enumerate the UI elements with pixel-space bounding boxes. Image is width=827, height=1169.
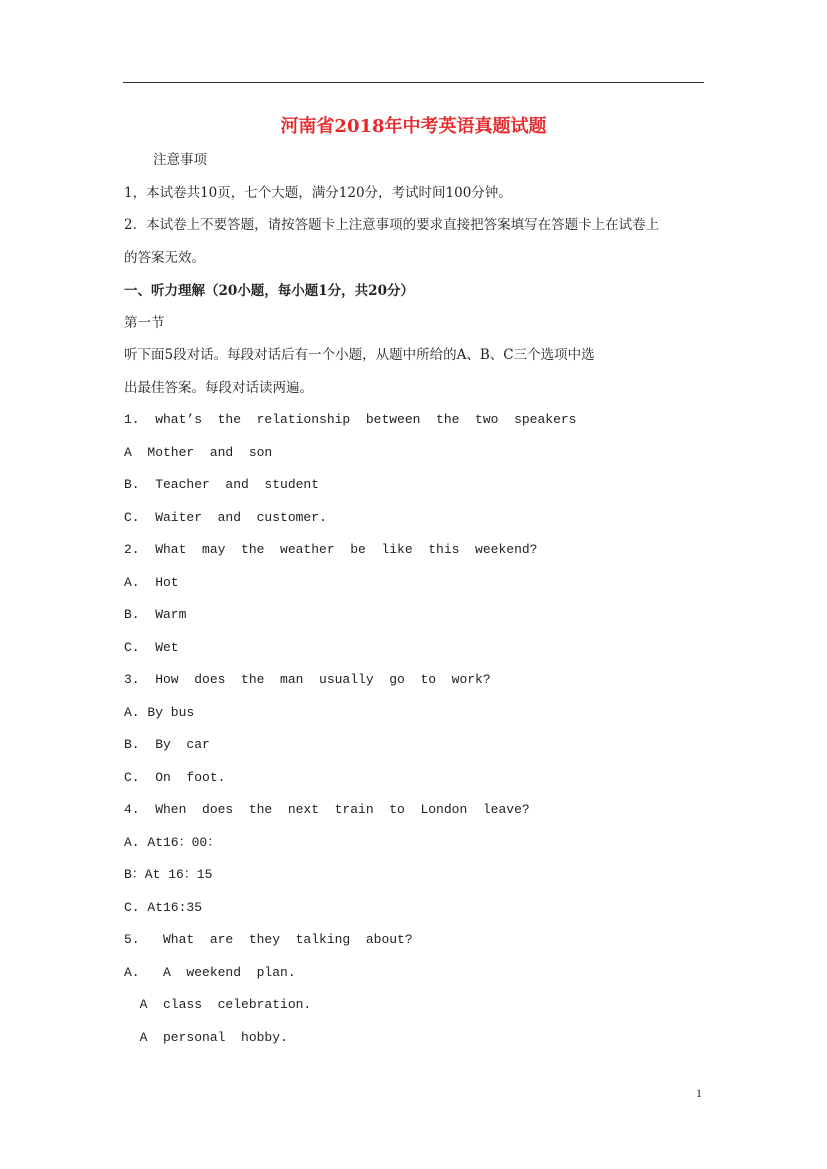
question-3-option-c: C. On foot. bbox=[124, 770, 226, 785]
question-4-option-a: A. At16：00： bbox=[124, 835, 221, 850]
question-2-option-c: C. Wet bbox=[124, 640, 179, 655]
question-5-option-b: A class celebration. bbox=[124, 997, 312, 1012]
question-5-option-c: A personal hobby. bbox=[124, 1030, 288, 1045]
notice-item-1: 1，本试卷共10页，七个大题，满分120分，考试时间100分钟。 bbox=[124, 185, 512, 201]
question-4-option-b: B：At 16：15 bbox=[124, 867, 213, 882]
question-3-option-a: A. By bus bbox=[124, 705, 195, 720]
question-2-option-a: A. Hot bbox=[124, 575, 179, 590]
section-heading-listening: 一、听力理解（20小题，每小题1分，共20分） bbox=[124, 283, 414, 299]
question-5-stem: 5. What are they talking about? bbox=[124, 932, 413, 947]
question-2-option-b: B. Warm bbox=[124, 607, 187, 622]
page-number: 1 bbox=[696, 1086, 702, 1100]
document-title: 河南省2018年中考英语真题试题 bbox=[280, 116, 547, 137]
question-1-option-c: C. Waiter and customer. bbox=[124, 510, 327, 525]
question-4-stem: 4. When does the next train to London leave? bbox=[124, 802, 530, 817]
question-5-option-a: A. A weekend plan. bbox=[124, 965, 296, 980]
question-4-option-c: C. At16:35 bbox=[124, 900, 203, 915]
notice-item-2-line-2: 的答案无效。 bbox=[124, 250, 205, 266]
header-rule bbox=[123, 82, 704, 83]
question-1-option-a: A Mother and son bbox=[124, 445, 273, 460]
question-2-stem: 2. What may the weather be like this weekend? bbox=[124, 542, 538, 557]
notice-heading: 注意事项 bbox=[153, 152, 207, 168]
notice-item-2-line-1: 2．本试卷上不要答题，请按答题卡上注意事项的要求直接把答案填写在答题卡上在试卷上 bbox=[124, 217, 660, 233]
question-1-option-b: B. Teacher and student bbox=[124, 477, 320, 492]
question-3-stem: 3. How does the man usually go to work? bbox=[124, 672, 491, 687]
instruction-line-1: 听下面5段对话。每段对话后有一个小题，从题中所给的A、B、C三个选项中选 bbox=[124, 347, 595, 363]
instruction-line-2: 出最佳答案。每段对话读两遍。 bbox=[124, 380, 313, 396]
question-1-stem: 1. what’s the relationship between the two speakers bbox=[124, 412, 577, 427]
part-heading: 第一节 bbox=[124, 315, 165, 331]
question-3-option-b: B. By car bbox=[124, 737, 210, 752]
